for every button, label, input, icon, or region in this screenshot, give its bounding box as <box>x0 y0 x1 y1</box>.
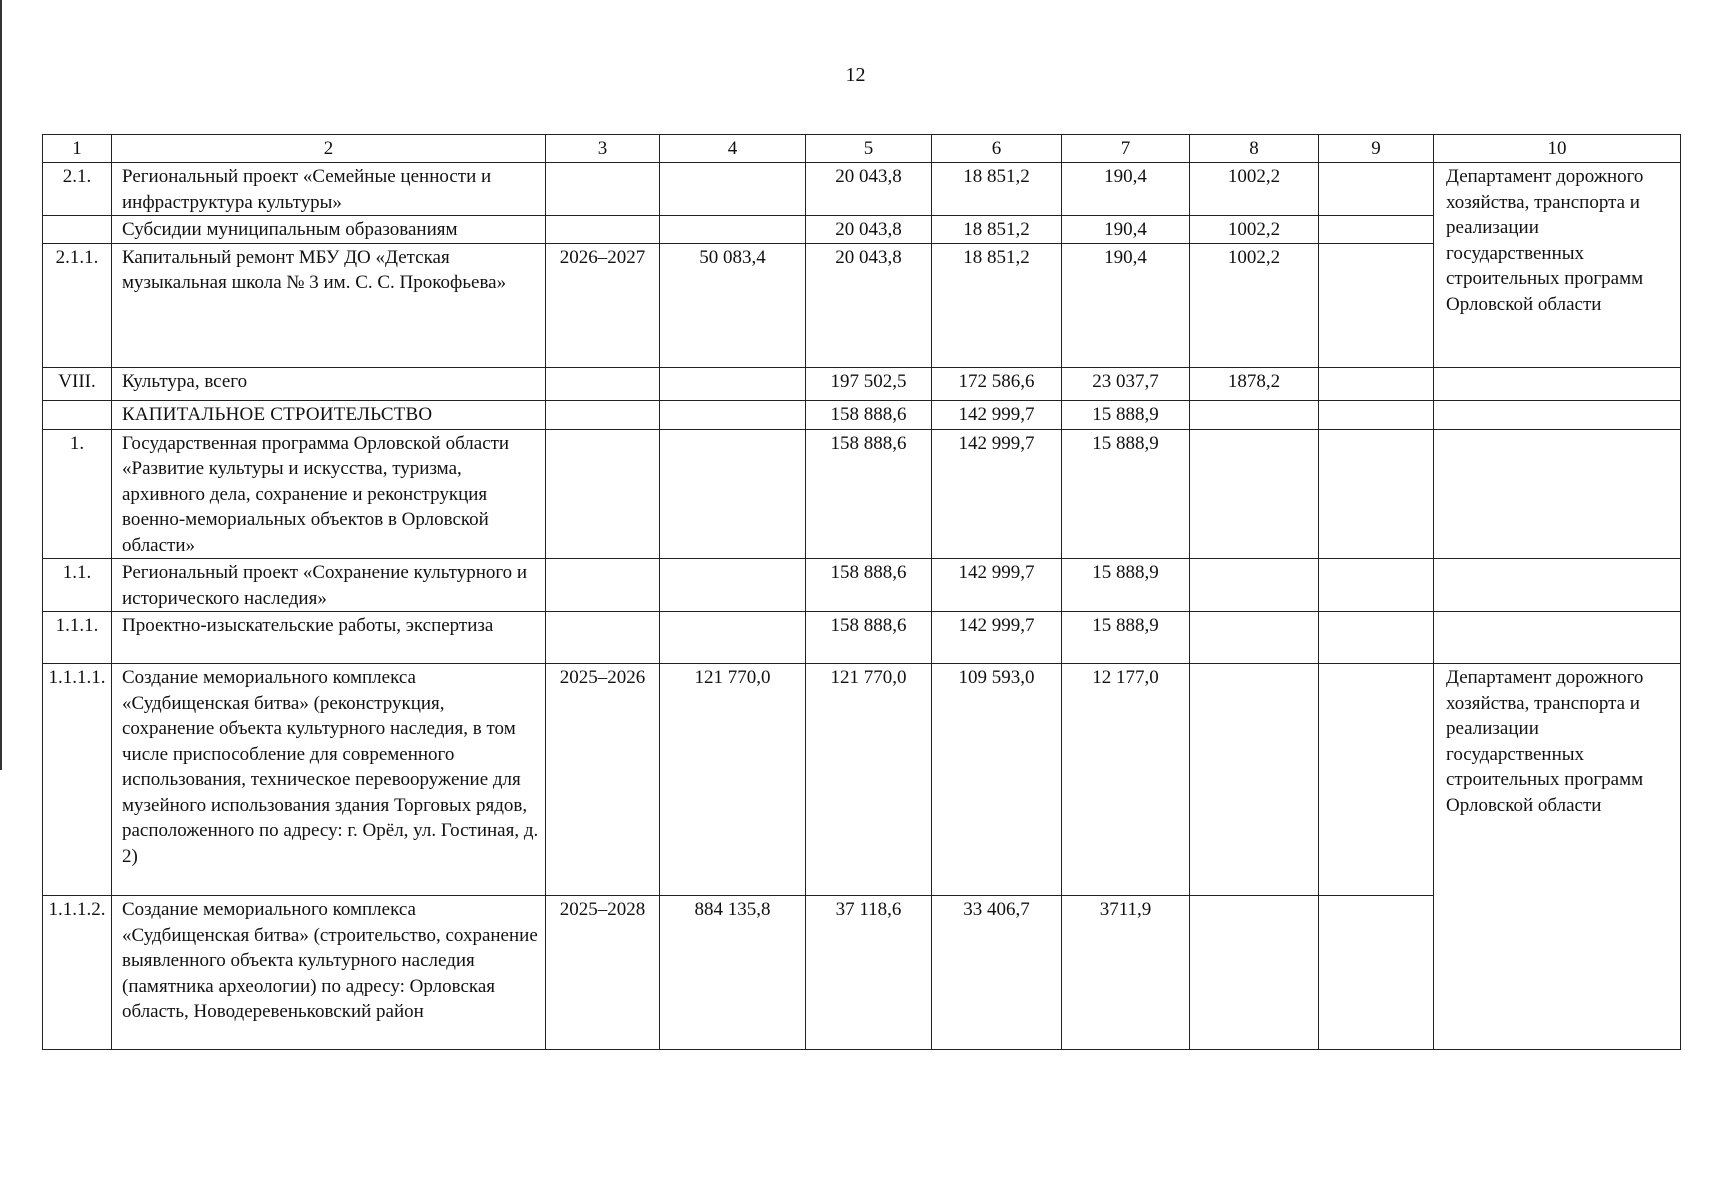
row-cost <box>660 612 806 664</box>
header-cell: 9 <box>1319 135 1434 163</box>
row-federal: 172 586,6 <box>932 367 1062 400</box>
row-name: Проектно-изыскательские работы, экспертиза <box>112 612 546 664</box>
row-name: Субсидии муниципальным образованиям <box>112 216 546 244</box>
row-local <box>1190 400 1319 429</box>
row-period <box>546 612 660 664</box>
row-regional: 23 037,7 <box>1062 367 1190 400</box>
table-row <box>43 612 1681 664</box>
row-name: Капитальный ремонт МБУ ДО «Детская музыкальная школа № 3 им. С. С. Прокофьева» <box>112 243 546 367</box>
row-name: Региональный проект «Сохранение культурного и исторического наследия» <box>112 559 546 612</box>
header-cell: 5 <box>806 135 932 163</box>
row-cost <box>660 367 806 400</box>
row-period <box>546 559 660 612</box>
row-total: 20 043,8 <box>806 243 932 367</box>
row-period <box>546 400 660 429</box>
row-cost <box>660 400 806 429</box>
row-total: 197 502,5 <box>806 367 932 400</box>
row-regional: 15 888,9 <box>1062 612 1190 664</box>
row-federal: 18 851,2 <box>932 216 1062 244</box>
row-total: 37 118,6 <box>806 896 932 1050</box>
row-name: Государственная программа Орловской области «Развитие культуры и искусства, туризма, архивного дела, сохранение и реконструкция военно-мемориальных объектов в Орловской области» <box>112 429 546 559</box>
header-row <box>43 135 1681 163</box>
table-row <box>43 400 1681 429</box>
table-row <box>43 367 1681 400</box>
page-edge-rule <box>0 0 2 770</box>
header-cell: 10 <box>1434 135 1681 163</box>
row-name: Создание мемориального комплекса «Судбищенская битва» (реконструкция, сохранение объекта культурного наследия, в том числе приспособление для современного использования, техническое перевооружение для музейного использования здания Торговых рядов, расположенного по адресу: г. Орёл, ул. Гостиная, д. 2) <box>112 664 546 896</box>
row-regional: 15 888,9 <box>1062 559 1190 612</box>
row-federal: 18 851,2 <box>932 163 1062 216</box>
row-local: 1002,2 <box>1190 243 1319 367</box>
header-cell: 7 <box>1062 135 1190 163</box>
row-number: 1.1.1.2. <box>43 896 112 1050</box>
row-period: 2025–2026 <box>546 664 660 896</box>
row-total: 158 888,6 <box>806 612 932 664</box>
row-name: Создание мемориального комплекса «Судбищенская битва» (строительство, сохранение выявленного объекта культурного наследия (памятника археологии) по адресу: Орловская область, Новодеревеньковский район <box>112 896 546 1050</box>
row-local <box>1190 896 1319 1050</box>
row-other <box>1319 664 1434 896</box>
row-responsible <box>1434 559 1681 612</box>
row-local: 1002,2 <box>1190 163 1319 216</box>
row-name: Культура, всего <box>112 367 546 400</box>
row-total: 158 888,6 <box>806 559 932 612</box>
row-number <box>43 400 112 429</box>
row-cost <box>660 216 806 244</box>
row-responsible <box>1434 429 1681 559</box>
row-name: Региональный проект «Семейные ценности и инфраструктура культуры» <box>112 163 546 216</box>
row-total: 20 043,8 <box>806 216 932 244</box>
row-local: 1002,2 <box>1190 216 1319 244</box>
row-local: 1878,2 <box>1190 367 1319 400</box>
header-cell: 3 <box>546 135 660 163</box>
header-cell: 4 <box>660 135 806 163</box>
header-cell: 2 <box>112 135 546 163</box>
table-row <box>43 559 1681 612</box>
row-other <box>1319 612 1434 664</box>
row-period <box>546 367 660 400</box>
responsible-department: Департамент дорожного хозяйства, транспорта и реализации государственных строительных программ Орловской области <box>1434 163 1681 368</box>
header-cell: 6 <box>932 135 1062 163</box>
row-number: VIII. <box>43 367 112 400</box>
row-other <box>1319 400 1434 429</box>
row-number: 1.1. <box>43 559 112 612</box>
budget-table <box>42 134 1681 1050</box>
row-local <box>1190 664 1319 896</box>
header-cell: 1 <box>43 135 112 163</box>
row-regional: 190,4 <box>1062 163 1190 216</box>
row-cost: 884 135,8 <box>660 896 806 1050</box>
row-federal: 33 406,7 <box>932 896 1062 1050</box>
header-cell: 8 <box>1190 135 1319 163</box>
row-cost: 50 083,4 <box>660 243 806 367</box>
row-federal: 142 999,7 <box>932 429 1062 559</box>
row-regional: 190,4 <box>1062 216 1190 244</box>
row-other <box>1319 216 1434 244</box>
row-name: КАПИТАЛЬНОЕ СТРОИТЕЛЬСТВО <box>112 400 546 429</box>
table-row <box>43 163 1681 216</box>
table-row <box>43 664 1681 896</box>
row-total: 20 043,8 <box>806 163 932 216</box>
row-number: 2.1. <box>43 163 112 216</box>
row-number <box>43 216 112 244</box>
row-other <box>1319 896 1434 1050</box>
row-federal: 109 593,0 <box>932 664 1062 896</box>
row-period <box>546 163 660 216</box>
row-other <box>1319 163 1434 216</box>
row-responsible <box>1434 367 1681 400</box>
row-total: 121 770,0 <box>806 664 932 896</box>
row-cost: 121 770,0 <box>660 664 806 896</box>
row-local <box>1190 559 1319 612</box>
row-federal: 18 851,2 <box>932 243 1062 367</box>
row-number: 1.1.1. <box>43 612 112 664</box>
row-other <box>1319 429 1434 559</box>
row-regional: 15 888,9 <box>1062 400 1190 429</box>
row-federal: 142 999,7 <box>932 559 1062 612</box>
row-federal: 142 999,7 <box>932 400 1062 429</box>
row-number: 1.1.1.1. <box>43 664 112 896</box>
row-number: 2.1.1. <box>43 243 112 367</box>
row-period <box>546 429 660 559</box>
row-other <box>1319 367 1434 400</box>
row-number: 1. <box>43 429 112 559</box>
row-period: 2025–2028 <box>546 896 660 1050</box>
row-cost <box>660 163 806 216</box>
row-total: 158 888,6 <box>806 429 932 559</box>
row-total: 158 888,6 <box>806 400 932 429</box>
responsible-department: Департамент дорожного хозяйства, транспорта и реализации государственных строительных программ Орловской области <box>1434 664 1681 1050</box>
row-cost <box>660 429 806 559</box>
row-responsible <box>1434 400 1681 429</box>
row-federal: 142 999,7 <box>932 612 1062 664</box>
row-other <box>1319 559 1434 612</box>
row-local <box>1190 429 1319 559</box>
row-period <box>546 216 660 244</box>
row-regional: 3711,9 <box>1062 896 1190 1050</box>
row-regional: 12 177,0 <box>1062 664 1190 896</box>
row-cost <box>660 559 806 612</box>
page-number: 12 <box>845 64 866 86</box>
table-row <box>43 429 1681 559</box>
row-responsible <box>1434 612 1681 664</box>
row-regional: 15 888,9 <box>1062 429 1190 559</box>
row-local <box>1190 612 1319 664</box>
row-period: 2026–2027 <box>546 243 660 367</box>
row-other <box>1319 243 1434 367</box>
row-regional: 190,4 <box>1062 243 1190 367</box>
